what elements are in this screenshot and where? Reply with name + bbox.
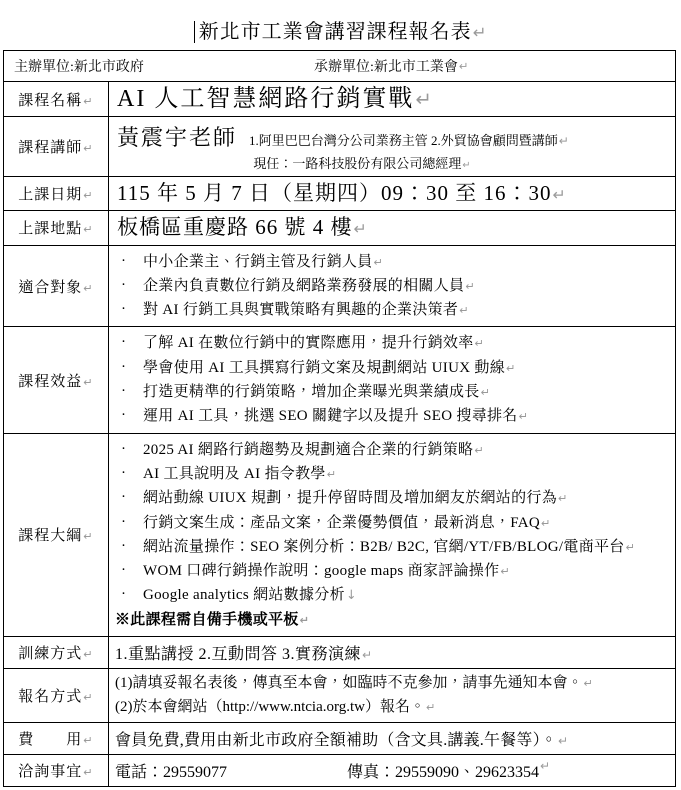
row-value-fee [109,723,676,755]
table-row-benefits [4,327,676,433]
paragraph-mark-icon: ↵ [472,23,488,42]
row-label-contact [4,755,109,787]
audience-list [109,246,675,327]
paragraph-mark-icon: ↵ [83,734,94,748]
list-item-text: 了解 AI 在數位行銷中的實際應用，提升行銷效率 [143,335,474,352]
list-item-text: 打造更精準的行銷策略，增加企業曝光與業績成長 [143,384,480,401]
course-registration-table [3,50,676,787]
row-value-contact [109,755,676,787]
contact-phone: 電話：29559077 [115,764,228,782]
table-row-audience [4,245,676,327]
document-title-row [0,0,681,50]
paragraph-mark-icon: ↵ [583,677,593,691]
row-value-outline [109,433,676,636]
paragraph-mark-icon: ↵ [459,304,469,318]
row-value-registration [109,669,676,723]
row-label-outline [4,433,109,636]
fee-text: 會員免費,費用由新北市政府全額補助（含文具.講義.午餐等）。 [115,732,558,750]
list-item [109,486,675,510]
list-item-text: 企業內負責數位行銷及網路業務發展的相關人員 [143,277,465,294]
table-row-registration [4,669,676,723]
list-item [109,404,675,428]
outline-note-text: ※此課程需自備手機或平板 [115,611,299,628]
list-item [109,250,675,274]
paragraph-mark-icon: ↵ [326,467,337,481]
table-row-date [4,177,676,211]
paragraph-mark-icon: ↵ [540,759,551,774]
paragraph-mark-icon: ↵ [83,766,94,780]
paragraph-mark-icon: ↵ [474,443,485,457]
paragraph-mark-icon: ↵ [373,255,384,269]
table-row-organizers [4,51,676,82]
list-item [109,438,675,462]
line-break-mark-icon: ↓ [345,588,357,604]
paragraph-mark-icon: ↵ [474,337,485,351]
label-text: 上課日期 [18,187,83,204]
registration-line-1-text: (1)請填妥報名表後，傳真至本會，如臨時不克參加，請事先通知本會。 [115,675,583,692]
row-label-fee [4,723,109,755]
paragraph-mark-icon: ↵ [83,223,94,237]
course-location-text: 板橋區重慶路 66 號 4 樓 [117,215,353,240]
list-item-text: 學會使用 AI 工具撰寫行銷文案及規劃網站 UIUX 動線 [143,359,506,376]
list-item [109,535,675,559]
lecturer-name: 黃震宇老師 [117,125,238,150]
table-row-course-name [4,82,676,117]
paragraph-mark-icon: ↵ [480,386,491,400]
coorganizer-label: 承辦單位:新北市工業會 [314,60,458,75]
label-text: 課程大綱 [18,528,83,545]
paragraph-mark-icon: ↵ [83,189,94,203]
row-label-course-name [4,82,109,117]
paragraph-mark-icon: ↵ [415,88,434,111]
paragraph-mark-icon: ↵ [625,540,636,554]
paragraph-mark-icon: ↵ [83,281,94,295]
paragraph-mark-icon: ↵ [83,691,94,705]
outline-list [109,434,675,636]
label-text: 課程名稱 [18,92,83,109]
paragraph-mark-icon: ↵ [558,492,568,506]
list-item-text: 行銷文案生成：產品文案，企業優勢價值，最新消息，FAQ [143,514,540,531]
table-row-lecturer [4,117,676,177]
contact-fax: 傳真：29559090、29623354 [347,764,540,782]
paragraph-mark-icon: ↵ [506,361,516,375]
label-text: 上課地點 [18,221,83,238]
paragraph-mark-icon: ↵ [83,530,94,544]
row-value-location [109,211,676,245]
row-label-date [4,177,109,211]
list-item [109,298,675,322]
row-value-lecturer [109,117,676,177]
list-item-text: Google analytics 網站數據分析 [143,587,345,604]
list-item-text: WOM 口碑行銷操作說明：google maps 商家評論操作 [143,563,500,580]
outline-note [109,608,675,632]
list-item-text: AI 工具說明及 AI 指令教學 [143,465,326,482]
list-item-text: 2025 AI 網路行銷趨勢及規劃適合企業的行銷策略 [143,441,474,458]
row-label-lecturer [4,117,109,177]
benefits-list [109,327,675,432]
row-label-benefits [4,327,109,433]
training-method-text: 1.重點講授 2.互動問答 3.實務演練 [115,646,362,664]
row-label-registration [4,669,109,723]
list-item [109,583,675,607]
table-row-fee [4,723,676,755]
label-text: 訓練方式 [18,646,83,663]
table-row-location [4,211,676,245]
host-organization-label: 主辦單位:新北市政府 [14,60,144,75]
row-value-date [109,177,676,211]
registration-line-1 [115,672,669,696]
paragraph-mark-icon: ↵ [353,219,368,239]
lecturer-current-position: 現任：一路科技股份有限公司總經理 [253,156,462,171]
label-text: 課程講師 [18,140,83,156]
paragraph-mark-icon: ↵ [299,613,310,627]
paragraph-mark-icon: ↵ [558,734,569,749]
label-text: 報名方式 [18,689,83,706]
paragraph-mark-icon: ↵ [541,516,551,530]
label-text: 適合對象 [18,279,83,296]
list-item-text: 對 AI 行銷工具與實戰策略有興趣的企業決策者 [143,302,459,319]
list-item-text: 中小企業主、行銷主管及行銷人員 [143,253,373,270]
paragraph-mark-icon: ↵ [83,142,94,155]
list-item [109,331,675,355]
row-label-training-method [4,637,109,669]
paragraph-mark-icon: ↵ [500,565,511,579]
list-item [109,462,675,486]
page-title [194,21,488,43]
lecturer-titles: 1.阿里巴巴台灣分公司業務主管 2.外貿協會顧問暨講師 [249,133,558,148]
list-item [109,511,675,535]
list-item [109,559,675,583]
page-title-text: 新北市工業會講習課程報名表 [198,21,472,43]
paragraph-mark-icon: ↵ [465,279,476,293]
table-row-outline [4,433,676,636]
label-text: 課程效益 [18,373,83,390]
paragraph-mark-icon: ↵ [458,59,469,73]
row-value-course-name [109,82,676,117]
paragraph-mark-icon: ↵ [83,648,94,662]
list-item-text: 網站流量操作：SEO 案例分析：B2B/ B2C, 官網/YT/FB/BLOG/電商平台 [143,538,625,555]
organizers-cell [4,51,676,82]
label-text: 費 用 [18,732,83,749]
course-name-text: AI 人工智慧網路行銷實戰 [117,86,415,112]
table-row-contact [4,755,676,787]
row-value-benefits [109,327,676,433]
row-label-audience [4,245,109,327]
paragraph-mark-icon: ↵ [558,134,569,148]
list-item-text: 運用 AI 工具，挑選 SEO 關鍵字以及提升 SEO 搜尋排名 [143,408,518,425]
paragraph-mark-icon: ↵ [425,700,436,714]
paragraph-mark-icon: ↵ [362,648,373,663]
row-label-location [4,211,109,245]
table-row-training-method [4,637,676,669]
list-item [109,274,675,298]
row-value-audience [109,245,676,327]
paragraph-mark-icon: ↵ [552,185,567,204]
paragraph-mark-icon: ↵ [83,94,94,108]
course-date-text: 115 年 5 月 7 日（星期四）09：30 至 16：30 [117,181,552,205]
list-item [109,380,675,404]
registration-line-2-text: (2)於本會網站（http://www.ntcia.org.tw）報名。 [115,698,425,715]
list-item-text: 網站動線 UIUX 規劃，提升停留時間及增加網友於網站的行為 [143,490,557,507]
row-value-training-method [109,637,676,669]
label-text: 洽詢事宜 [18,764,83,781]
paragraph-mark-icon: ↵ [462,160,471,171]
list-item [109,356,675,380]
registration-line-2 [115,696,669,720]
paragraph-mark-icon: ↵ [518,410,529,424]
paragraph-mark-icon: ↵ [83,375,94,389]
